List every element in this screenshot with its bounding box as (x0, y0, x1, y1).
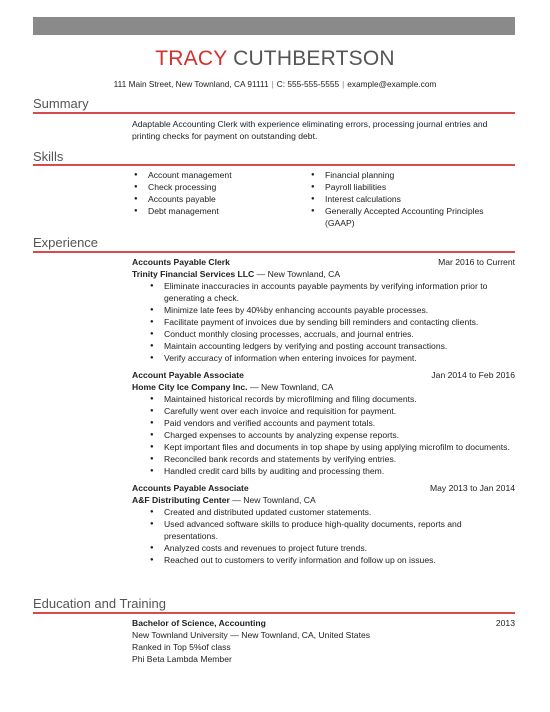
skill-item: ● Generally Accepted Accounting Principles (GAAP) (309, 205, 499, 229)
school-line (132, 629, 515, 641)
job-bullets (148, 393, 515, 477)
dash: — (249, 382, 259, 392)
job-dates: Jan 2014 to Feb 2016 (431, 370, 515, 380)
job-entry (132, 369, 515, 477)
job-title: Accounts Payable Associate (132, 483, 249, 493)
section-divider (33, 164, 515, 166)
address: 111 Main Street, New Townland, CA 91111 (113, 79, 269, 89)
skill-item: ● Check processing (132, 181, 309, 193)
education-detail: Phi Beta Lambda Member (132, 654, 232, 664)
education-entry (132, 617, 515, 665)
last-name: CUTHBERTSON (233, 47, 395, 70)
job-bullet: ● Analyzed costs and revenues to project future trends. (148, 542, 515, 554)
section-divider (33, 112, 515, 114)
company-name: Trinity Financial Services LLC (132, 269, 255, 279)
job-header (132, 256, 515, 268)
education-title: Education and Training (33, 596, 166, 611)
job-bullet: ● Reached out to customers to verify information and follow up on issues. (148, 554, 515, 566)
experience-list (132, 256, 515, 571)
dash: — (230, 630, 239, 640)
skills-column-2 (309, 169, 499, 229)
job-title: Accounts Payable Clerk (132, 257, 230, 267)
separator: | (342, 79, 345, 89)
skills-column-1 (132, 169, 309, 229)
job-bullet: ● Facilitate payment of invoices due by sending bill reminders and contacting clients. (148, 316, 515, 328)
job-company-line (132, 494, 515, 506)
job-header (132, 369, 515, 381)
education-header (132, 617, 515, 629)
skill-item: ● Payroll liabilities (309, 181, 499, 193)
job-bullets (148, 280, 515, 364)
graduation-year: 2013 (495, 618, 515, 628)
separator: | (271, 79, 274, 89)
degree: Bachelor of Science, Accounting (132, 618, 266, 628)
job-location: New Townland, CA (267, 269, 341, 279)
job-bullet: ● Used advanced software skills to produce high-quality documents, reports and presentations. (148, 518, 515, 542)
company-name: Home City Ice Company Inc. (132, 382, 248, 392)
summary-title: Summary (33, 96, 89, 111)
experience-title: Experience (33, 235, 99, 250)
job-entry (132, 256, 515, 364)
school-name: New Townland University (132, 630, 228, 640)
summary-text: Adaptable Accounting Clerk with experience eliminating errors, processing journal entries and printing checks for payment on outstanding debt. (132, 119, 488, 141)
job-location: New Townland, CA (243, 495, 316, 505)
job-bullets (148, 506, 515, 566)
email: example@example.com (347, 79, 437, 89)
job-bullet: ● Handled credit card bills by auditing and processing them. (148, 465, 515, 477)
skill-item: ● Accounts payable (132, 193, 309, 205)
job-title: Account Payable Associate (132, 370, 244, 380)
skill-item: ● Debt management (132, 205, 309, 217)
school-location: New Townland, CA, United States (241, 630, 371, 640)
skills-list (132, 169, 515, 229)
company-name: A&F Distributing Center (132, 495, 230, 505)
skill-item: ● Financial planning (309, 169, 499, 181)
job-bullet: ● Kept important files and documents in top shape by using applying microfilm to documents. (148, 441, 515, 453)
job-dates: Mar 2016 to Current (438, 257, 515, 267)
job-bullet: ● Verify accuracy of information when entering invoices for payment. (148, 352, 515, 364)
dash: — (232, 495, 241, 505)
header-bar (33, 17, 515, 35)
job-location: New Townland, CA (260, 382, 334, 392)
skills-title: Skills (33, 149, 64, 164)
job-bullet: ● Maintain accounting ledgers by verifying and posting account transactions. (148, 340, 515, 352)
job-bullet: ● Created and distributed updated customer statements. (148, 506, 515, 518)
job-company-line (132, 268, 515, 280)
first-name: TRACY (155, 47, 228, 70)
job-company-line (132, 381, 515, 393)
job-bullet: ● Paid vendors and verified accounts and payment totals. (148, 417, 515, 429)
job-bullet: ● Conduct monthly closing processes, accruals, and journal entries. (148, 328, 515, 340)
job-bullet: ● Reconciled bank records and statements by verifying entries. (148, 453, 515, 465)
phone: C: 555-555-5555 (276, 79, 340, 89)
job-bullet: ● Carefully went over each invoice and requisition for payment. (148, 405, 515, 417)
section-divider (33, 612, 515, 614)
skill-item: ● Account management (132, 169, 309, 181)
job-header (132, 482, 515, 494)
education-detail: Ranked in Top 5%of class (132, 642, 231, 652)
dash: — (256, 269, 266, 279)
job-entry (132, 482, 515, 566)
candidate-name (0, 47, 550, 71)
job-bullet: ● Minimize late fees by 40%by enhancing accounts payable processes. (148, 304, 515, 316)
skill-item: ● Interest calculations (309, 193, 499, 205)
contact-line (0, 79, 550, 89)
job-bullet: ● Eliminate inaccuracies in accounts payable payments by verifying information prior to generating a check. (148, 280, 515, 304)
job-bullet: ● Charged expenses to accounts by analyzing expense reports. (148, 429, 515, 441)
job-bullet: ● Maintained historical records by microfilming and filing documents. (148, 393, 515, 405)
section-divider (33, 251, 515, 253)
job-dates: May 2013 to Jan 2014 (429, 483, 515, 493)
